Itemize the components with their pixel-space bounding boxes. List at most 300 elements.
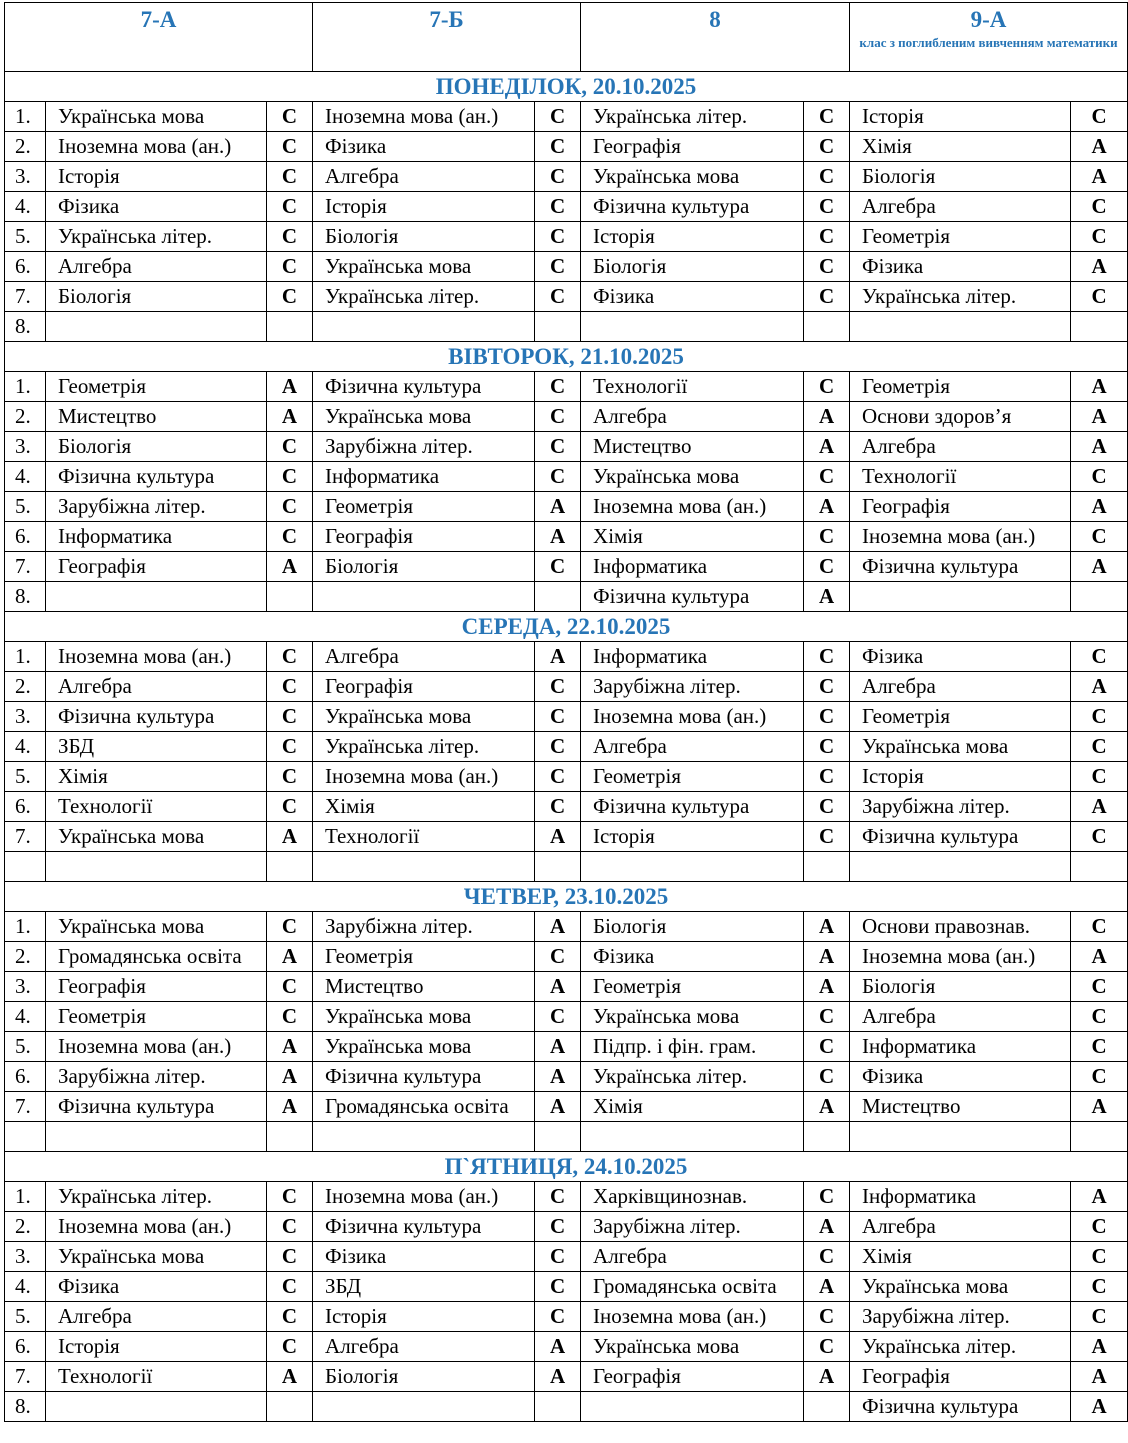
lesson-type-cell: С: [535, 462, 581, 492]
lesson-type-cell: С: [1071, 282, 1128, 312]
day-title: СЕРЕДА, 22.10.2025: [5, 612, 1128, 642]
lesson-type-cell: С: [267, 1182, 313, 1212]
lesson-type-cell: С: [804, 162, 850, 192]
lesson-type-cell: А: [804, 1092, 850, 1122]
lesson-number: 8.: [5, 1392, 46, 1422]
lesson-type-cell: С: [1071, 822, 1128, 852]
subject-cell: Біологія: [313, 222, 535, 252]
subject-cell: Геометрія: [46, 372, 267, 402]
subject-cell: Геометрія: [313, 492, 535, 522]
lesson-row: [5, 942, 1128, 972]
subject-cell: Біологія: [46, 282, 267, 312]
lesson-row: [5, 522, 1128, 552]
subject-cell: Алгебра: [581, 1242, 804, 1272]
subject-cell: Фізична культура: [313, 372, 535, 402]
subject-cell: Алгебра: [581, 402, 804, 432]
lesson-type-cell: [804, 852, 850, 882]
subject-cell: Інформатика: [581, 552, 804, 582]
lesson-type-cell: А: [804, 1362, 850, 1392]
lesson-type-cell: С: [535, 432, 581, 462]
lesson-row: [5, 462, 1128, 492]
subject-cell: Українська мова: [850, 732, 1071, 762]
subject-cell: Зарубіжна літер.: [46, 492, 267, 522]
subject-cell: Основи правознав.: [850, 912, 1071, 942]
subject-cell: Історія: [313, 192, 535, 222]
lesson-number: 3.: [5, 972, 46, 1002]
subject-cell: Історія: [850, 102, 1071, 132]
subject-cell: Географія: [46, 972, 267, 1002]
subject-cell: Основи здоров’я: [850, 402, 1071, 432]
lesson-type-cell: С: [267, 252, 313, 282]
lesson-number: 7.: [5, 282, 46, 312]
lesson-number: 1.: [5, 1182, 46, 1212]
lesson-number: 6.: [5, 1062, 46, 1092]
subject-cell: Українська мова: [313, 252, 535, 282]
subject-cell: Іноземна мова (ан.): [46, 642, 267, 672]
lesson-type-cell: [1071, 1122, 1128, 1152]
lesson-row: [5, 732, 1128, 762]
subject-cell: Геометрія: [313, 942, 535, 972]
lesson-type-cell: С: [267, 162, 313, 192]
lesson-type-cell: С: [1071, 1062, 1128, 1092]
class-header-9a: [850, 3, 1128, 72]
subject-cell: [850, 312, 1071, 342]
subject-cell: Алгебра: [46, 252, 267, 282]
lesson-type-cell: А: [1071, 402, 1128, 432]
subject-cell: Геометрія: [581, 972, 804, 1002]
lesson-type-cell: А: [804, 1212, 850, 1242]
lesson-type-cell: [1071, 852, 1128, 882]
lesson-type-cell: С: [535, 792, 581, 822]
lesson-type-cell: А: [535, 1332, 581, 1362]
lesson-number: 7.: [5, 1092, 46, 1122]
lesson-type-cell: [1071, 312, 1128, 342]
lesson-number: 3.: [5, 1242, 46, 1272]
lesson-type-cell: С: [804, 822, 850, 852]
lesson-row: [5, 1032, 1128, 1062]
lesson-number: 1.: [5, 642, 46, 672]
subject-cell: Фізична культура: [46, 1092, 267, 1122]
subject-cell: Громадянська освіта: [313, 1092, 535, 1122]
subject-cell: Фізика: [46, 1272, 267, 1302]
lesson-row: [5, 102, 1128, 132]
lesson-number: 6.: [5, 522, 46, 552]
lesson-number: 5.: [5, 492, 46, 522]
subject-cell: Біологія: [313, 552, 535, 582]
day-title: П`ЯТНИЦЯ, 24.10.2025: [5, 1152, 1128, 1182]
lesson-type-cell: С: [1071, 972, 1128, 1002]
lesson-type-cell: С: [804, 522, 850, 552]
subject-cell: Українська мова: [581, 1332, 804, 1362]
lesson-type-cell: А: [267, 1362, 313, 1392]
subject-cell: Іноземна мова (ан.): [46, 1212, 267, 1242]
lesson-type-cell: А: [267, 372, 313, 402]
lesson-type-cell: С: [267, 912, 313, 942]
subject-cell: Підпр. і фін. грам.: [581, 1032, 804, 1062]
subject-cell: Українська літер.: [313, 282, 535, 312]
lesson-type-cell: С: [804, 762, 850, 792]
subject-cell: Біологія: [850, 162, 1071, 192]
subject-cell: Фізика: [850, 642, 1071, 672]
subject-cell: Біологія: [581, 252, 804, 282]
lesson-type-cell: А: [804, 432, 850, 462]
lesson-type-cell: С: [267, 222, 313, 252]
lesson-type-cell: А: [1071, 1362, 1128, 1392]
lesson-number: 4.: [5, 1002, 46, 1032]
subject-cell: [313, 1392, 535, 1422]
lesson-type-cell: С: [267, 1212, 313, 1242]
lesson-type-cell: С: [535, 702, 581, 732]
lesson-number: 4.: [5, 732, 46, 762]
subject-cell: Іноземна мова (ан.): [313, 762, 535, 792]
subject-cell: Мистецтво: [581, 432, 804, 462]
lesson-type-cell: С: [267, 642, 313, 672]
subject-cell: Технології: [46, 792, 267, 822]
lesson-type-cell: А: [1071, 942, 1128, 972]
class-header-8: [581, 3, 850, 72]
lesson-type-cell: С: [804, 1002, 850, 1032]
lesson-type-cell: С: [804, 132, 850, 162]
class-header-7a: [5, 3, 313, 72]
lesson-row: [5, 1062, 1128, 1092]
lesson-type-cell: [804, 312, 850, 342]
subject-cell: Зарубіжна літер.: [850, 1302, 1071, 1332]
lesson-type-cell: С: [267, 972, 313, 1002]
subject-cell: Фізика: [850, 1062, 1071, 1092]
lesson-type-cell: С: [267, 1332, 313, 1362]
subject-cell: ЗБД: [46, 732, 267, 762]
lesson-type-cell: С: [535, 402, 581, 432]
lesson-row: [5, 1122, 1128, 1152]
lesson-number: 2.: [5, 402, 46, 432]
subject-cell: Зарубіжна літер.: [581, 1212, 804, 1242]
subject-cell: Мистецтво: [850, 1092, 1071, 1122]
lesson-type-cell: А: [1071, 1092, 1128, 1122]
lesson-number: 6.: [5, 1332, 46, 1362]
lesson-number: 7.: [5, 822, 46, 852]
subject-cell: Іноземна мова (ан.): [46, 1032, 267, 1062]
lesson-type-cell: С: [535, 192, 581, 222]
lesson-type-cell: А: [535, 1362, 581, 1392]
lesson-type-cell: А: [1071, 1332, 1128, 1362]
lesson-type-cell: А: [1071, 372, 1128, 402]
subject-cell: Алгебра: [313, 162, 535, 192]
subject-cell: [850, 1122, 1071, 1152]
subject-cell: Технології: [46, 1362, 267, 1392]
lesson-row: [5, 1332, 1128, 1362]
lesson-type-cell: А: [267, 942, 313, 972]
subject-cell: Фізика: [46, 192, 267, 222]
lesson-type-cell: А: [535, 1092, 581, 1122]
subject-cell: Хімія: [46, 762, 267, 792]
subject-cell: Історія: [581, 222, 804, 252]
lesson-type-cell: А: [267, 1062, 313, 1092]
subject-cell: [313, 312, 535, 342]
subject-cell: Географія: [581, 132, 804, 162]
class-name: 9-А: [970, 7, 1007, 32]
lesson-type-cell: А: [804, 492, 850, 522]
lesson-type-cell: С: [804, 1332, 850, 1362]
lesson-type-cell: С: [1071, 762, 1128, 792]
lesson-type-cell: [535, 582, 581, 612]
subject-cell: Біологія: [581, 912, 804, 942]
lesson-row: [5, 372, 1128, 402]
lesson-type-cell: А: [1071, 432, 1128, 462]
lesson-type-cell: А: [1071, 162, 1128, 192]
subject-cell: [581, 312, 804, 342]
lesson-number: 6.: [5, 792, 46, 822]
lesson-type-cell: А: [535, 492, 581, 522]
schedule-table: [4, 2, 1128, 1422]
lesson-row: [5, 912, 1128, 942]
lesson-type-cell: А: [804, 582, 850, 612]
lesson-type-cell: С: [1071, 1032, 1128, 1062]
subject-cell: Українська мова: [850, 1272, 1071, 1302]
subject-cell: [581, 852, 804, 882]
subject-cell: Географія: [581, 1362, 804, 1392]
lesson-type-cell: А: [535, 822, 581, 852]
lesson-type-cell: С: [804, 792, 850, 822]
lesson-row: [5, 1242, 1128, 1272]
lesson-row: [5, 552, 1128, 582]
subject-cell: Алгебра: [581, 732, 804, 762]
subject-cell: Зарубіжна літер.: [313, 432, 535, 462]
day-header-row: [5, 882, 1128, 912]
lesson-row: [5, 1002, 1128, 1032]
lesson-type-cell: С: [1071, 1002, 1128, 1032]
lesson-row: [5, 132, 1128, 162]
lesson-type-cell: С: [1071, 462, 1128, 492]
subject-cell: Інформатика: [850, 1182, 1071, 1212]
subject-cell: Геометрія: [850, 702, 1071, 732]
lesson-row: [5, 972, 1128, 1002]
lesson-row: [5, 822, 1128, 852]
subject-cell: [850, 852, 1071, 882]
lesson-type-cell: А: [267, 822, 313, 852]
lesson-row: [5, 1092, 1128, 1122]
subject-cell: Інформатика: [46, 522, 267, 552]
lesson-number: 3.: [5, 162, 46, 192]
subject-cell: Мистецтво: [313, 972, 535, 1002]
subject-cell: Інформатика: [313, 462, 535, 492]
day-header-row: [5, 342, 1128, 372]
subject-cell: Фізична культура: [850, 1392, 1071, 1422]
lesson-number: 2.: [5, 132, 46, 162]
subject-cell: Іноземна мова (ан.): [850, 522, 1071, 552]
lesson-type-cell: С: [1071, 522, 1128, 552]
subject-cell: Іноземна мова (ан.): [313, 1182, 535, 1212]
subject-cell: Алгебра: [313, 1332, 535, 1362]
day-header-row: [5, 1152, 1128, 1182]
lesson-type-cell: С: [267, 522, 313, 552]
subject-cell: Українська літер.: [46, 222, 267, 252]
subject-cell: Хімія: [581, 1092, 804, 1122]
lesson-type-cell: А: [804, 972, 850, 1002]
subject-cell: Алгебра: [850, 1212, 1071, 1242]
subject-cell: Інформатика: [850, 1032, 1071, 1062]
subject-cell: Українська мова: [313, 1032, 535, 1062]
lesson-row: [5, 492, 1128, 522]
subject-cell: [46, 852, 267, 882]
lesson-type-cell: С: [267, 492, 313, 522]
subject-cell: Іноземна мова (ан.): [850, 942, 1071, 972]
lesson-type-cell: С: [804, 552, 850, 582]
lesson-type-cell: А: [804, 942, 850, 972]
subject-cell: Хімія: [581, 522, 804, 552]
class-name: 7-Б: [429, 7, 464, 32]
subject-cell: Біологія: [850, 972, 1071, 1002]
subject-cell: Біологія: [46, 432, 267, 462]
subject-cell: Географія: [46, 552, 267, 582]
lesson-type-cell: А: [804, 912, 850, 942]
subject-cell: Фізика: [313, 132, 535, 162]
subject-cell: Українська мова: [46, 1242, 267, 1272]
lesson-type-cell: С: [1071, 102, 1128, 132]
subject-cell: Технології: [581, 372, 804, 402]
lesson-row: [5, 1272, 1128, 1302]
lesson-type-cell: А: [535, 912, 581, 942]
lesson-row: [5, 312, 1128, 342]
lesson-type-cell: С: [535, 762, 581, 792]
subject-cell: Фізика: [581, 942, 804, 972]
lesson-type-cell: С: [267, 102, 313, 132]
lesson-row: [5, 282, 1128, 312]
lesson-type-cell: С: [1071, 1212, 1128, 1242]
lesson-type-cell: А: [535, 522, 581, 552]
lesson-type-cell: А: [267, 402, 313, 432]
subject-cell: Фізика: [313, 1242, 535, 1272]
day-header-row: [5, 612, 1128, 642]
lesson-type-cell: С: [804, 702, 850, 732]
lesson-type-cell: С: [535, 1182, 581, 1212]
subject-cell: Іноземна мова (ан.): [313, 102, 535, 132]
subject-cell: Географія: [313, 522, 535, 552]
subject-cell: Інформатика: [581, 642, 804, 672]
lesson-type-cell: С: [535, 1212, 581, 1242]
lesson-type-cell: С: [1071, 1242, 1128, 1272]
lesson-row: [5, 432, 1128, 462]
subject-cell: Зарубіжна літер.: [46, 1062, 267, 1092]
lesson-type-cell: А: [1071, 672, 1128, 702]
subject-cell: Українська мова: [581, 162, 804, 192]
subject-cell: Технології: [313, 822, 535, 852]
lesson-type-cell: А: [535, 1032, 581, 1062]
subject-cell: Українська літер.: [313, 732, 535, 762]
lesson-type-cell: С: [267, 432, 313, 462]
subject-cell: Геометрія: [46, 1002, 267, 1032]
subject-cell: Історія: [313, 1302, 535, 1332]
class-header-row: [5, 3, 1128, 72]
subject-cell: Фізична культура: [46, 702, 267, 732]
subject-cell: [581, 1122, 804, 1152]
lesson-type-cell: [267, 1122, 313, 1152]
class-subtitle: клас з поглибленим вивченням математики: [859, 35, 1118, 50]
lesson-type-cell: С: [804, 1302, 850, 1332]
lesson-type-cell: А: [267, 1032, 313, 1062]
subject-cell: Хімія: [313, 792, 535, 822]
subject-cell: Українська літер.: [850, 282, 1071, 312]
lesson-type-cell: С: [535, 162, 581, 192]
day-title: ЧЕТВЕР, 23.10.2025: [5, 882, 1128, 912]
lesson-type-cell: С: [267, 1242, 313, 1272]
subject-cell: Іноземна мова (ан.): [581, 702, 804, 732]
subject-cell: Біологія: [313, 1362, 535, 1392]
subject-cell: Алгебра: [850, 432, 1071, 462]
subject-cell: Історія: [46, 1332, 267, 1362]
lesson-number: 1.: [5, 372, 46, 402]
class-name: 7-А: [140, 7, 177, 32]
lesson-number: 5.: [5, 222, 46, 252]
schedule-body: [5, 3, 1128, 1422]
subject-cell: Фізична культура: [46, 462, 267, 492]
subject-cell: Технології: [850, 462, 1071, 492]
lesson-type-cell: С: [535, 102, 581, 132]
subject-cell: Фізика: [850, 252, 1071, 282]
subject-cell: Українська мова: [46, 912, 267, 942]
subject-cell: [850, 582, 1071, 612]
lesson-type-cell: С: [535, 372, 581, 402]
lesson-row: [5, 252, 1128, 282]
lesson-type-cell: [804, 1392, 850, 1422]
lesson-number: 7.: [5, 1362, 46, 1392]
lesson-type-cell: С: [804, 372, 850, 402]
lesson-type-cell: С: [535, 732, 581, 762]
subject-cell: Алгебра: [850, 1002, 1071, 1032]
subject-cell: Фізична культура: [313, 1212, 535, 1242]
subject-cell: Географія: [313, 672, 535, 702]
subject-cell: [313, 1122, 535, 1152]
subject-cell: Хімія: [850, 1242, 1071, 1272]
lesson-type-cell: С: [267, 672, 313, 702]
lesson-type-cell: С: [1071, 1272, 1128, 1302]
lesson-type-cell: С: [535, 1002, 581, 1032]
lesson-row: [5, 702, 1128, 732]
subject-cell: Громадянська освіта: [46, 942, 267, 972]
lesson-type-cell: [267, 852, 313, 882]
lesson-type-cell: С: [267, 1002, 313, 1032]
subject-cell: Історія: [46, 162, 267, 192]
subject-cell: Географія: [850, 492, 1071, 522]
lesson-type-cell: [535, 1122, 581, 1152]
lesson-row: [5, 222, 1128, 252]
subject-cell: Фізична культура: [850, 822, 1071, 852]
lesson-row: [5, 1302, 1128, 1332]
lesson-number: 1.: [5, 102, 46, 132]
subject-cell: Українська літер.: [581, 102, 804, 132]
lesson-type-cell: А: [535, 972, 581, 1002]
subject-cell: Алгебра: [46, 1302, 267, 1332]
lesson-type-cell: С: [804, 222, 850, 252]
day-header-row: [5, 72, 1128, 102]
lesson-number: 3.: [5, 702, 46, 732]
lesson-type-cell: С: [535, 942, 581, 972]
lesson-type-cell: А: [267, 1092, 313, 1122]
lesson-row: [5, 1212, 1128, 1242]
subject-cell: Громадянська освіта: [581, 1272, 804, 1302]
lesson-type-cell: С: [1071, 642, 1128, 672]
lesson-number: 4.: [5, 192, 46, 222]
lesson-type-cell: А: [1071, 792, 1128, 822]
subject-cell: Алгебра: [46, 672, 267, 702]
lesson-type-cell: А: [1071, 252, 1128, 282]
subject-cell: [313, 582, 535, 612]
lesson-row: [5, 1392, 1128, 1422]
lesson-type-cell: А: [535, 1062, 581, 1092]
lesson-type-cell: С: [804, 1242, 850, 1272]
lesson-number: 2.: [5, 672, 46, 702]
lesson-row: [5, 852, 1128, 882]
lesson-row: [5, 762, 1128, 792]
